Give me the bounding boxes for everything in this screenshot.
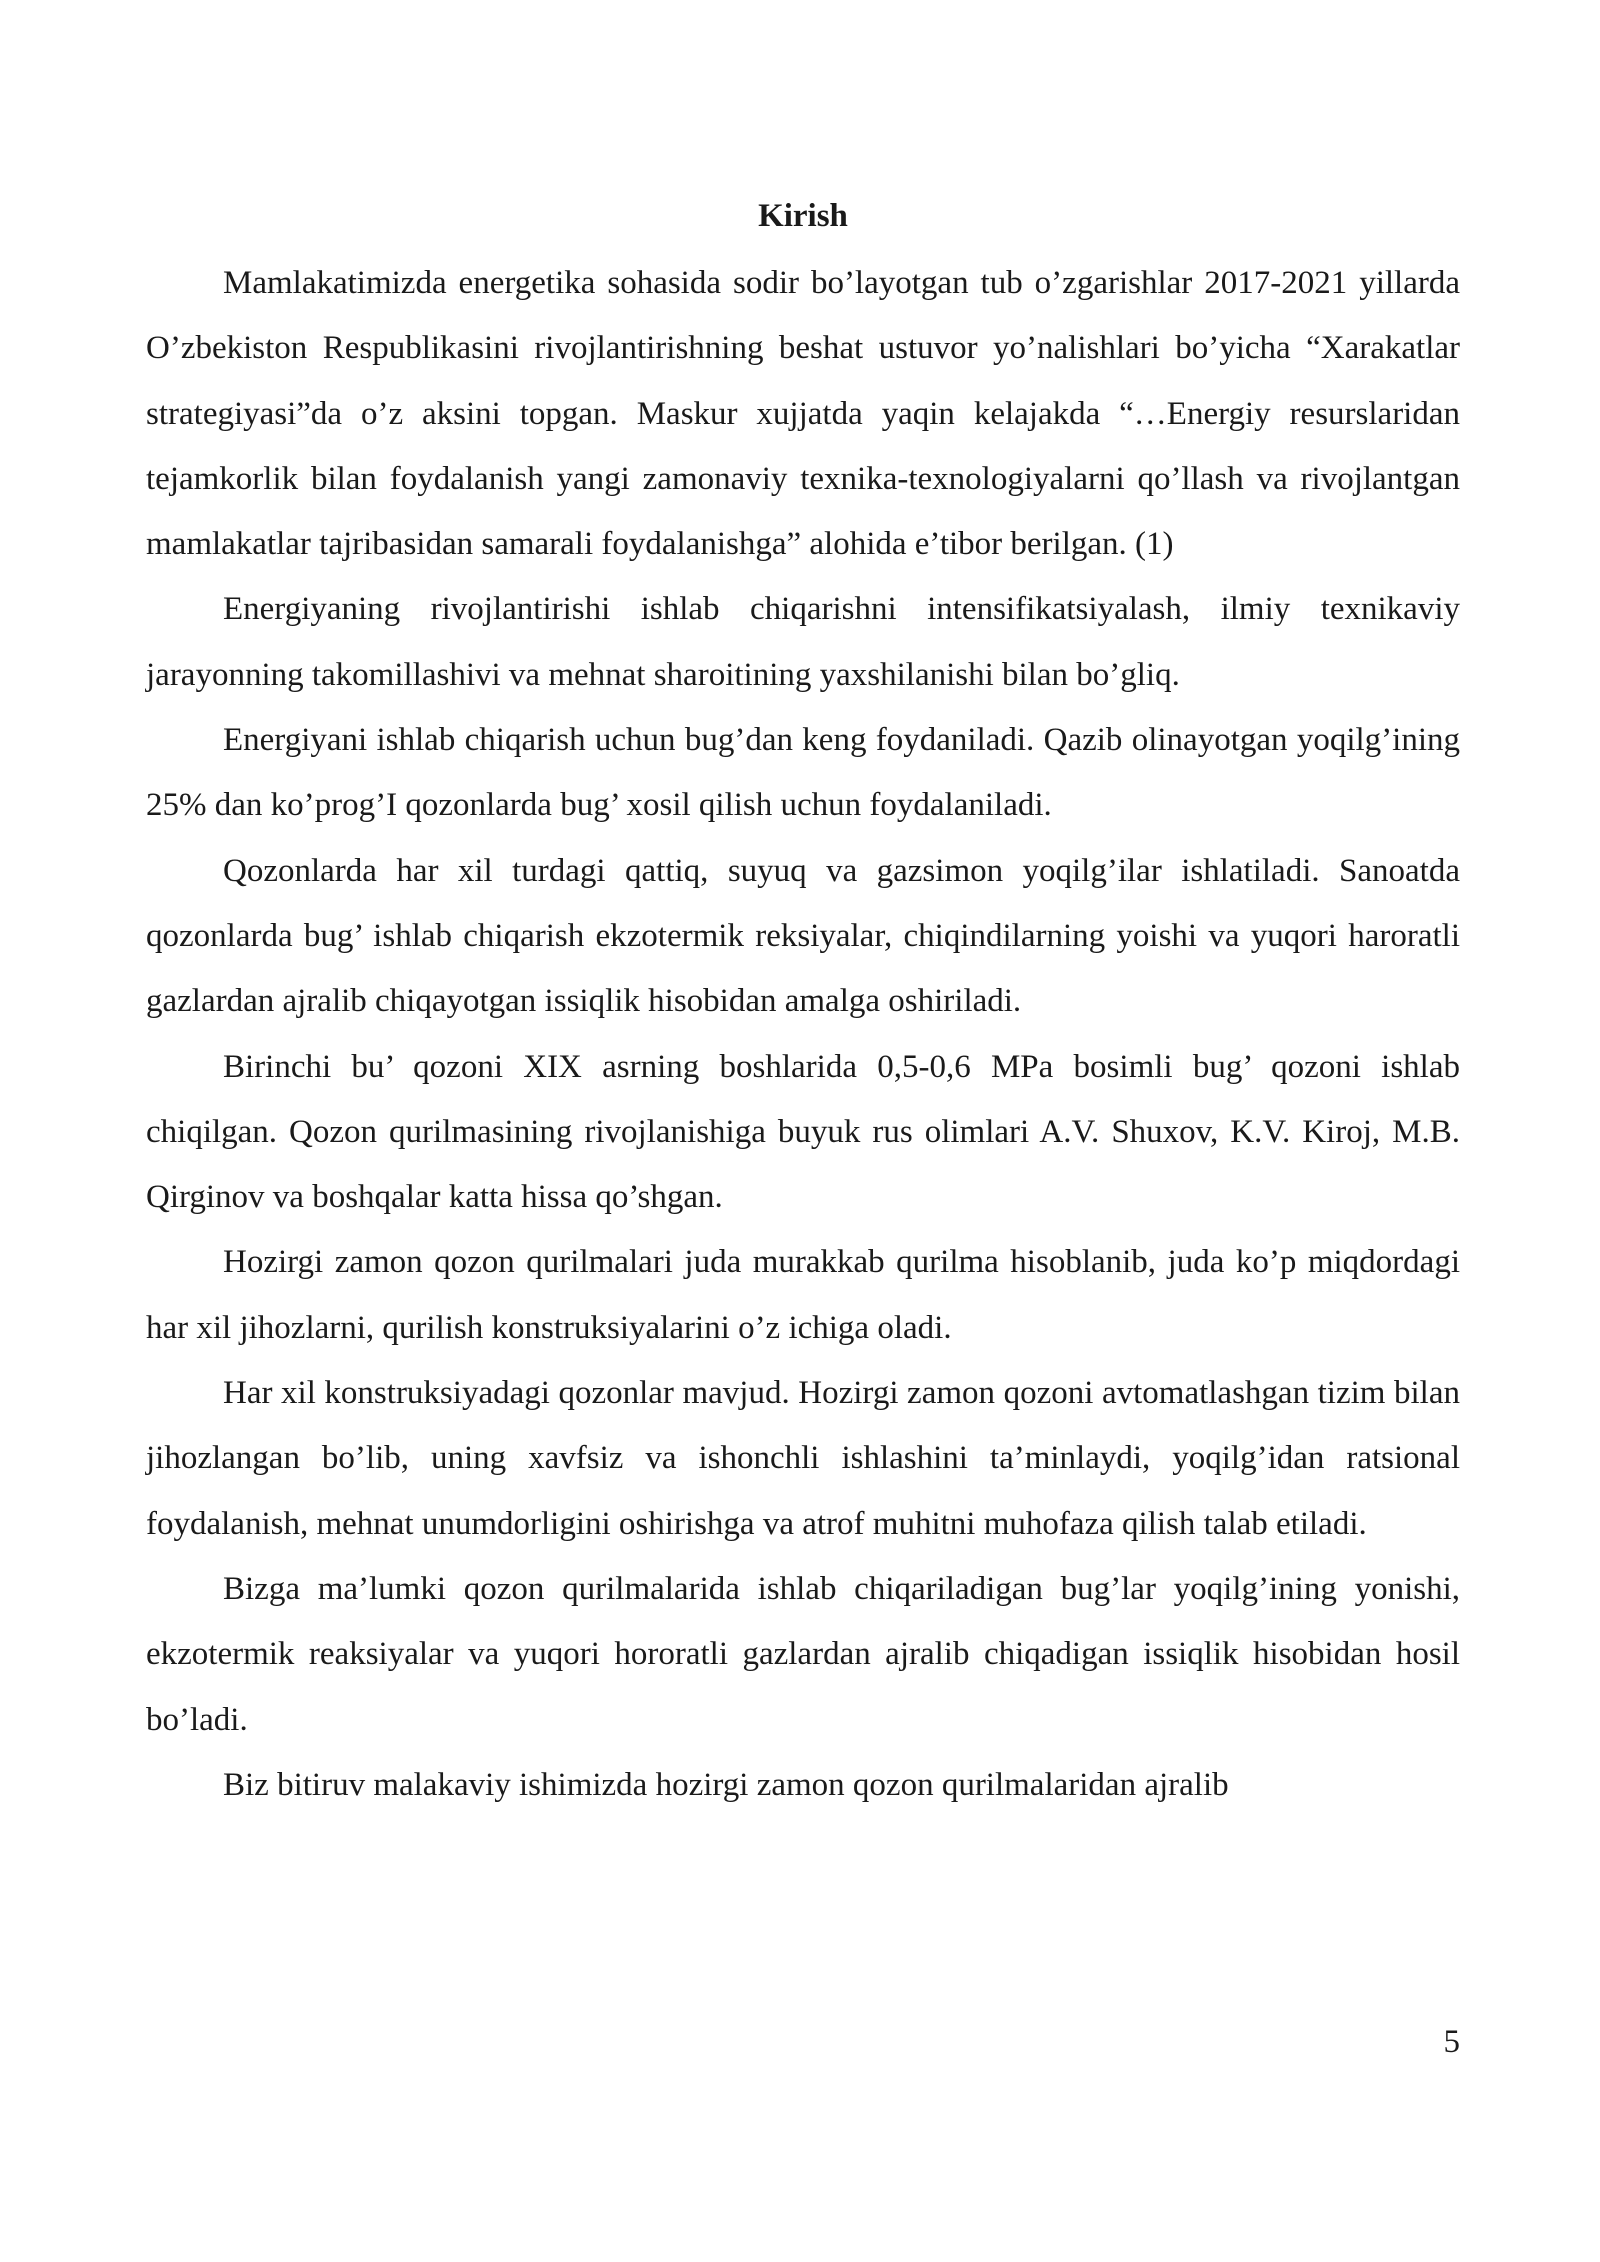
paragraph: Mamlakatimizda energetika sohasida sodir bo’layotgan tub o’zgarishlar 2017-2021 yillarda O’zbekiston Respublikasini rivojlantirishning beshat ustuvor yo’nalishlari bo’yicha “Xarakatlar strategiyasi”da o’z aksini topgan. Maskur xujjatda yaqin kelajakda “…Energiy resurslaridan tejamkorlik bilan foydalanish yangi zamonaviy texnika-texnologiyalarni qo’llash va rivojlantgan mamlakatlar tajribasidan samarali foydalanishga” alohida e’tibor berilgan. (1)	[146, 265, 1460, 563]
paragraph: Qozonlarda har xil turdagi qattiq, suyuq va gazsimon yoqilg’ilar ishlatiladi. Sanoatda qozonlarda bug’ ishlab chiqarish ekzotermik reksiyalar, chiqindilarning yoishi va yuqori haroratli gazlardan ajralib chiqayotgan issiqlik hisobidan amalga oshiriladi.	[146, 852, 1460, 1020]
paragraph: Bizga ma’lumki qozon qurilmalarida ishlab chiqariladigan bug’lar yoqilg’ining yonishi, ekzotermik reaksiyalar va yuqori hororatli gazlardan ajralib chiqadigan issiqlik hisobidan hosil bo’ladi.	[146, 1570, 1460, 1738]
paragraph: Birinchi bu’ qozoni XIX asrning boshlarida 0,5-0,6 MPa bosimli bug’ qozoni ishlab chiqilgan. Qozon qurilmasining rivojlanishiga buyuk rus olimlari A.V. Shuxov, K.V. Kiroj, M.B. Qirginov va boshqalar katta hissa qo’shgan.	[146, 1048, 1460, 1216]
page-title: Kirish	[758, 198, 848, 234]
document-page	[146, 190, 1460, 1818]
paragraph: Energiyaning rivojlantirishi ishlab chiqarishni intensifikatsiyalash, ilmiy texnikaviy jarayonning takomillashivi va mehnat sharoitining yaxshilanishi bilan bo’gliq.	[146, 591, 1460, 693]
page-number: 5	[1443, 2024, 1460, 2060]
paragraph: Energiyani ishlab chiqarish uchun bug’dan keng foydaniladi. Qazib olinayotgan yoqilg’ining 25% dan ko’prog’I qozonlarda bug’ xosil qilish uchun foydalaniladi.	[146, 722, 1460, 824]
paragraph: Biz bitiruv malakaviy ishimizda hozirgi zamon qozon qurilmalaridan ajralib	[223, 1766, 1229, 1803]
paragraph: Hozirgi zamon qozon qurilmalari juda murakkab qurilma hisoblanib, juda ko’p miqdordagi har xil jihozlarni, qurilish konstruksiyalarini o’z ichiga oladi.	[146, 1244, 1460, 1346]
paragraph: Har xil konstruksiyadagi qozonlar mavjud. Hozirgi zamon qozoni avtomatlashgan tizim bilan jihozlangan bo’lib, uning xavfsiz va ishonchli ishlashini ta’minlaydi, yoqilg’idan ratsional foydalanish, mehnat unumdorligini oshirishga va atrof muhitni muhofaza qilish talab etiladi.	[146, 1375, 1460, 1542]
